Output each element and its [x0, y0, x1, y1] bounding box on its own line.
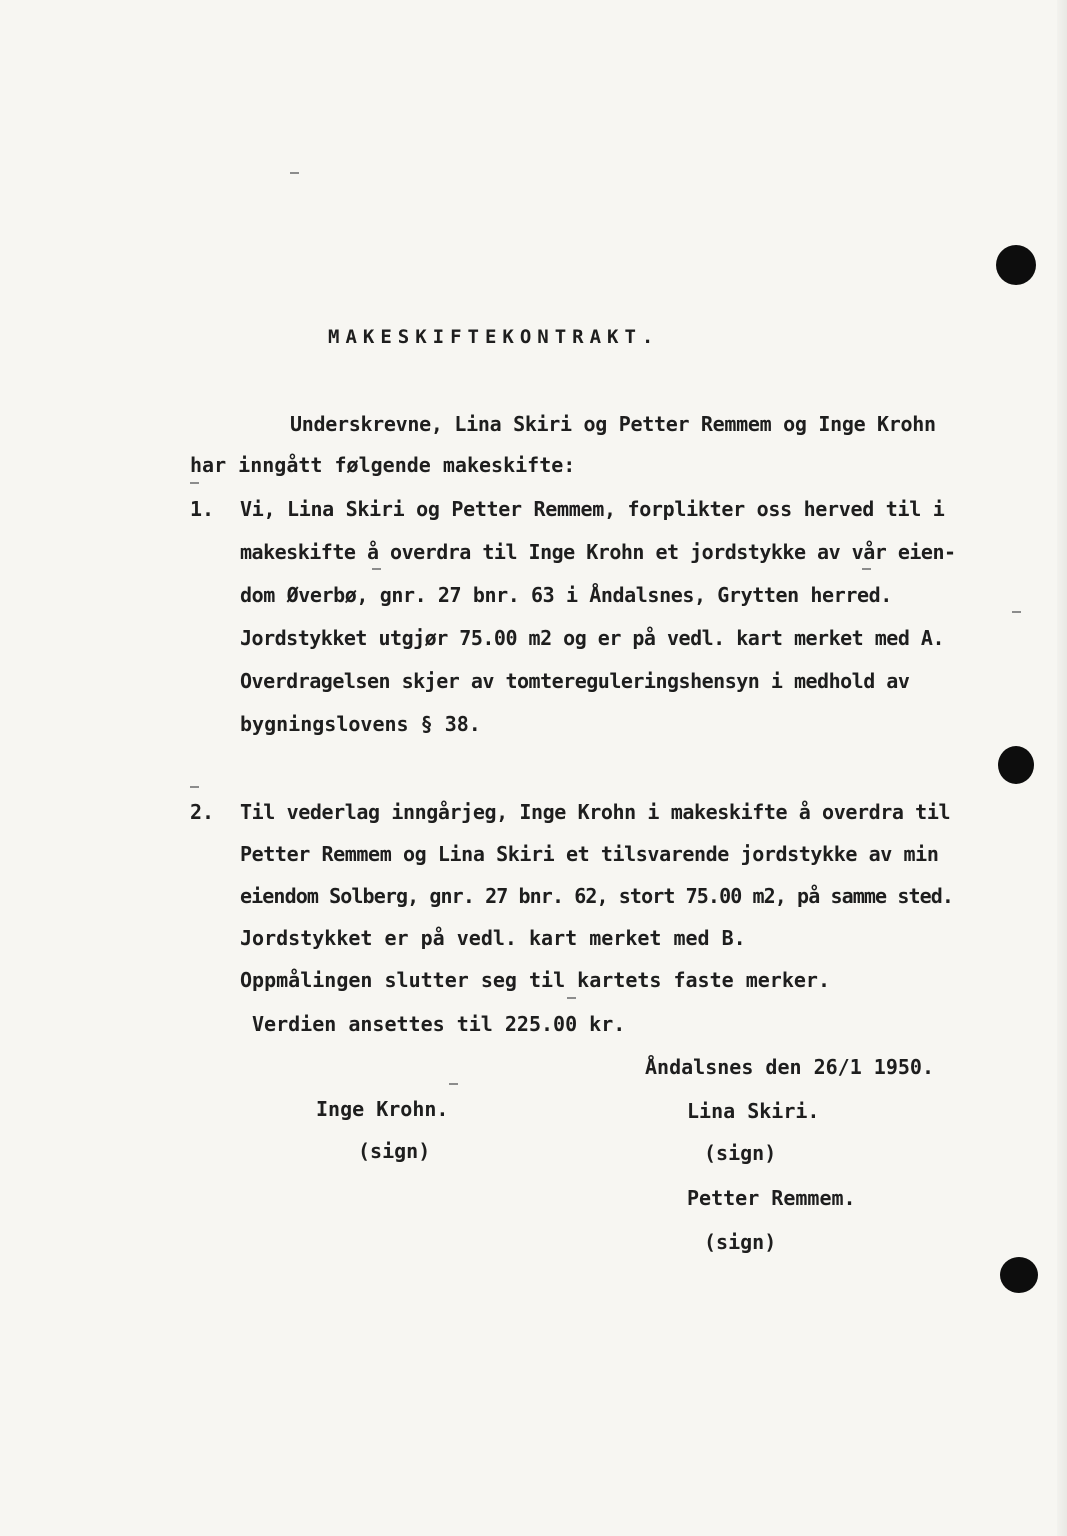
signature-sign-lina-skiri: (sign) [704, 1141, 777, 1165]
signature-sign-petter-remmem: (sign) [704, 1230, 777, 1254]
clause-1-line-5: Overdragelsen skjer av tomtereguleringshensyn i medhold av [240, 669, 910, 693]
clause-2-number: 2. [190, 800, 215, 824]
clause-2-line-5: Oppmålingen slutter seg til kartets faste merker. [240, 968, 831, 992]
clause-2-line-4: Jordstykket er på vedl. kart merket med B. [240, 926, 746, 950]
clause-1-line-4: Jordstykket utgjør 75.00 m2 og er på vedl. kart merket med A. [240, 626, 945, 650]
clause-2-line-2: Petter Remmem og Lina Skiri et tilsvarende jordstykke av min [240, 842, 939, 866]
pencil-mark [190, 786, 199, 788]
pencil-mark [290, 172, 299, 174]
intro-line-2: har inngått følgende makeskifte: [190, 453, 576, 477]
clause-2-line-6: Verdien ansettes til 225.00 kr. [252, 1012, 626, 1036]
clause-1-number: 1. [190, 497, 215, 521]
clause-2-line-1: Til vederlag inngårjeg, Inge Krohn i makeskifte å overdra til [240, 800, 951, 824]
page-edge [1057, 0, 1067, 1536]
clause-1-line-1: Vi, Lina Skiri og Petter Remmem, forplikter oss herved til i [240, 497, 945, 521]
punch-hole-top [996, 245, 1036, 285]
signature-name-lina-skiri: Lina Skiri. [687, 1099, 820, 1123]
punch-hole-bottom [1000, 1257, 1038, 1293]
punch-hole-middle [998, 746, 1034, 784]
pencil-mark [1012, 611, 1021, 613]
pencil-mark [449, 1083, 458, 1085]
signature-name-petter-remmem: Petter Remmem. [687, 1186, 856, 1210]
clause-1-line-3: dom Øverbø, gnr. 27 bnr. 63 i Åndalsnes, Grytten herred. [240, 583, 892, 607]
signature-sign-inge-krohn: (sign) [358, 1139, 431, 1163]
place-date: Åndalsnes den 26/1 1950. [645, 1055, 934, 1079]
pencil-mark [372, 568, 381, 570]
clause-2-line-3: eiendom Solberg, gnr. 27 bnr. 62, stort 75.00 m2, på samme sted. [240, 884, 954, 908]
pencil-mark [567, 997, 576, 999]
document-title: MAKESKIFTEKONTRAKT. [328, 326, 660, 348]
pencil-mark [862, 568, 871, 570]
intro-line-1: Underskrevne, Lina Skiri og Petter Remmem og Inge Krohn [290, 412, 936, 436]
pencil-mark [190, 482, 199, 484]
signature-name-inge-krohn: Inge Krohn. [316, 1097, 449, 1121]
clause-1-line-6: bygningslovens § 38. [240, 712, 481, 736]
clause-1-line-2: makeskifte å overdra til Inge Krohn et jordstykke av vår eien- [240, 540, 956, 564]
